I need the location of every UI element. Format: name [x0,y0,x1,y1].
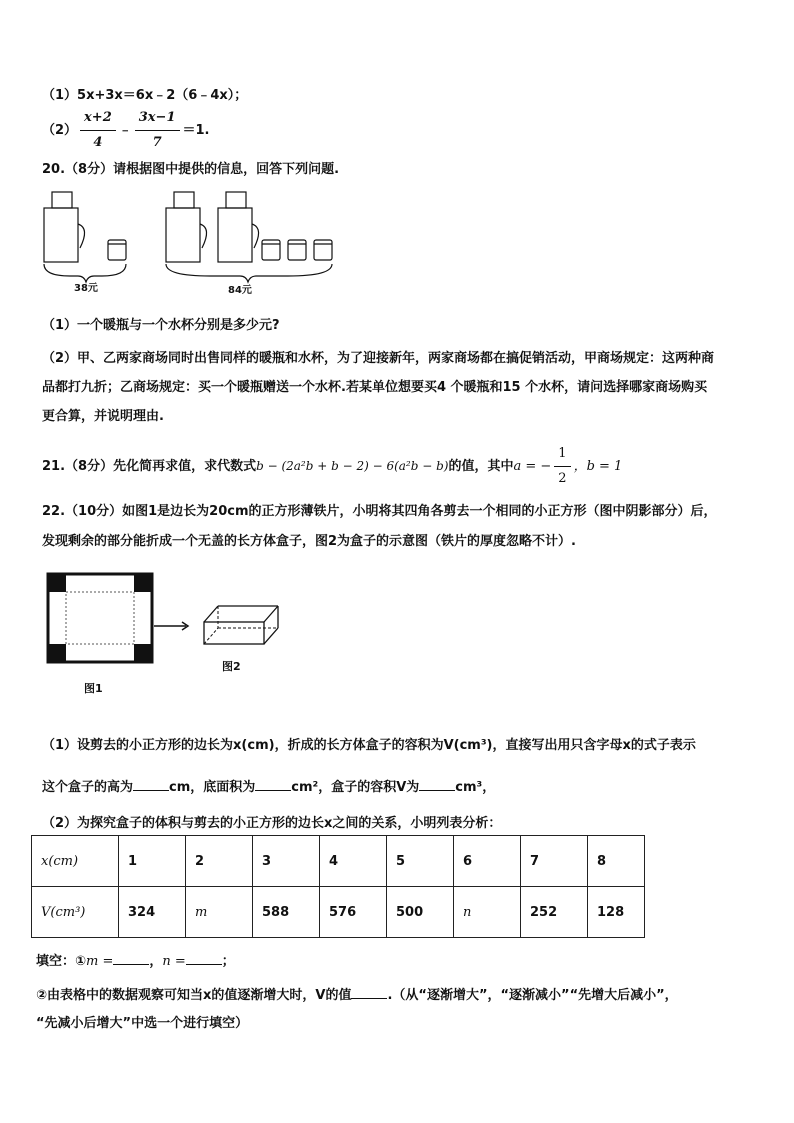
thermos-icon [166,208,200,262]
n-answer-blank[interactable] [186,952,222,965]
table-cell: 576 [320,887,387,938]
fill1-separator: ， [149,954,163,969]
q21-lead: 21.（8分）先化简再求值，求代数式 [42,459,257,474]
thermos-cap-icon [226,192,246,208]
q20-sub2-line3: 更合算，并说明理由. [42,409,164,424]
q21 [42,444,622,489]
table-cell-m: m [186,887,253,938]
q19-part1: （1）5x+3x＝6x﹣2（6﹣4x）； [42,88,248,103]
table-cell: 1 [119,836,186,887]
q22-line2: 发现剩余的部分能折成一个无盖的长方体盒子，图2为盒子的示意图（铁片的厚度忽略不计）. [42,534,576,549]
thermos-icon [44,208,78,262]
table-cell: 7 [521,836,588,887]
thermos-cap-icon [174,192,194,208]
q21-mid: 的值，其中 [448,459,514,474]
trend-answer-blank[interactable] [351,986,387,999]
q22-sub1-l2c: cm²，盒子的容积V为 [291,780,420,795]
q22-sub1-l2b: cm，底面积为 [169,780,256,795]
q19-tail: ＝1. [182,123,210,138]
thermos-icon [218,208,252,262]
height-answer-blank[interactable] [133,778,169,791]
fill2-options: .（从“逐渐增大”，“逐渐减小”“先增大后减小”， [387,988,678,1003]
q19-fraction-2 [135,108,180,153]
table-cell: 4 [320,836,387,887]
fig2-label: 图2 [222,660,241,673]
q22-sub1-l2d: cm³， [455,780,496,795]
q22-sub2: （2）为探究盒子的体积与剪去的小正方形的边长x之间的关系，小明列表分析： [42,816,502,831]
table-cell: 6 [454,836,521,887]
cut-corner-icon [134,574,152,592]
table-header-v: V(cm³) [32,887,119,938]
cut-corner-icon [48,574,66,592]
table-cell: 2 [186,836,253,887]
cup-icon [314,240,332,260]
thermos-cap-icon [52,192,72,208]
price-label-left: 38元 [74,283,98,294]
fold-line-icon [66,592,134,644]
q22-figure [36,570,316,700]
table-cell: 500 [387,887,454,938]
q19-frac2-numerator: 3x−1 [135,108,180,131]
fig1-label: 图1 [84,682,103,695]
q20-figure [40,188,370,300]
m-answer-blank[interactable] [113,952,149,965]
open-box-icon [204,606,278,644]
table-row-x [32,836,645,887]
data-table [31,835,645,938]
cup-icon [108,240,126,260]
q20-sub2-line2: 品都打九折；乙商场规定：买一个暖瓶赠送一个水杯.若某单位想要买4 个暖瓶和15 个水杯，请问选择哪家商场购买 [42,380,708,395]
table-cell: 5 [387,836,454,887]
brace-right-icon [166,264,332,282]
fill2-text: ②由表格中的数据观察可知当x的值逐渐增大时，V的值 [36,988,352,1003]
q21-a-equals: a = − [513,459,552,474]
volume-answer-blank[interactable] [419,778,455,791]
q22-fill2-line2: “先减小后增大”中选一个进行填空） [36,1016,249,1031]
q19-frac1-denominator: 4 [93,135,103,150]
q21-expression: b − (2a²b + b − 2) − 6(a²b − b) [256,459,449,473]
fill1-m-label: m = [86,954,114,969]
table-cell: 588 [253,887,320,938]
cut-corner-icon [48,644,66,662]
q21-half-denominator: 2 [558,471,567,486]
fill1-prefix: 填空：① [36,954,87,969]
q20-title: 20.（8分）请根据图中提供的信息，回答下列问题. [42,162,340,177]
q22-sub1-line1: （1）设剪去的小正方形的边长为x(cm)，折成的长方体盒子的容积为V(cm³)，直接写出用只含字母x的式子表示 [42,738,696,753]
table-cell: 3 [253,836,320,887]
q22-sub1-l2a: 这个盒子的高为 [42,780,134,795]
q22-line1: 22.（10分）如图1是边长为20cm的正方形薄铁片，小明将其四角各剪去一个相同的小正方形（图中阴影部分）后， [42,504,717,519]
q19-frac2-denominator: 7 [152,135,162,150]
q21-half-numerator: 1 [554,444,570,467]
table-header-x: x(cm) [32,836,119,887]
table-row-v [32,887,645,938]
table-cell-n: n [454,887,521,938]
thermos-handle-icon [78,224,85,248]
q22-sub1-line2 [42,776,495,795]
q21-half-fraction [554,444,570,489]
table-cell: 8 [588,836,645,887]
q21-b-equals: ，b = 1 [573,459,623,474]
cut-corner-icon [134,644,152,662]
q22-fill1 [36,950,235,969]
q19-part2 [42,108,209,153]
q20-sub2-line1: （2）甲、乙两家商场同时出售同样的暖瓶和水杯，为了迎接新年，两家商场都在搞促销活动，甲商场规定：这两种商 [42,351,715,366]
q19-fraction-1 [80,108,116,153]
q19-minus: ﹣ [118,123,132,138]
brace-left-icon [44,264,126,282]
q19-frac1-numerator: x+2 [80,108,116,131]
table-cell: 252 [521,887,588,938]
q22-fill2 [36,984,678,1003]
table-cell: 324 [119,887,186,938]
fill1-n-label: n = [162,954,186,969]
fill1-end: ； [221,954,235,969]
base-area-answer-blank[interactable] [255,778,291,791]
q19-part2-prefix: （2） [42,123,78,138]
cup-icon [288,240,306,260]
q20-sub1: （1）一个暖瓶与一个水杯分别是多少元? [42,318,280,333]
cup-icon [262,240,280,260]
table-cell: 128 [588,887,645,938]
price-label-right: 84元 [228,285,252,296]
